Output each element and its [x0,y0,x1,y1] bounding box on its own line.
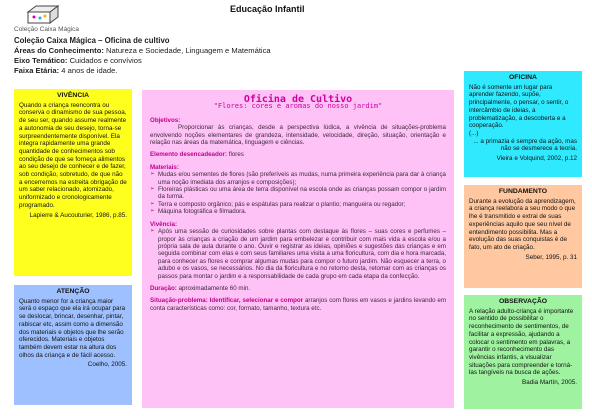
list-item: ➢ Mudas e/ou sementes de flores (são preferíveis as mudas, numa primeira experiência para dar à criança uma noção imediata dos arranjos e composições); [150,171,446,186]
observacao-box [464,295,582,409]
observacao-text: A relação adulto-criança é importante no sentido de possibilitar o reconhecimento de sentimentos, de facilitar a expressão, ajudando a colocar o sentimento em palavras, a garantir o reconhecimento das vivências infantis, a visualizar situações para compreender e torná-las tangíveis na busca de ações. [469,307,574,377]
oficina-text2: ... a primazia é sempre da ação, mas não se desmerece a teoria. [473,137,577,153]
fundamento-title: FUNDAMENTO [498,188,548,195]
oficina-title: OFICINA [509,74,537,81]
vivencia-title: VIVÊNCIA [56,92,90,99]
list-item: ➢ Após uma sessão de curiosidades sobre plantas com destaque às flores – suas cores e perfumes – propor às crianças a criação de um jardim para embelezar e contribuir com mais vida a escola e/ou a própria sala de aula durante o ano. Ouvir e registrar as ideias, opiniões e sugestões das crianças e em seguida combinar com elas e com seus familiares uma visita a uma floricultura, com dia e hora marcada, para conhecer as flores e comprar algumas mudas para compor o futuro jardim. Não esquecer a terra, o adubo e os vasos, se necessários. No dia da floricultura e no retorno desta, retomar com as crianças os passos para montar o jardim e a responsabilidade de cada grupo em cada etapa da confecção. [150,228,446,280]
oficina-box [464,71,582,177]
duracao-value: aproximadamente 60 min. [178,284,251,292]
card-title: Oficina de Cultivo [243,94,353,105]
vivencia-box [14,89,132,276]
observacao-title: OBSERVAÇÃO [498,298,548,305]
situacao-value: arranjos com flores em vasos e jardins levando em conta características como: cor, formato, tamanho, textura etc. [150,297,446,312]
areas-value: Natureza e Sociedade, Linguagem e Matemática [106,46,271,55]
vivencia-list [150,228,446,280]
elemento-line [150,151,446,158]
atencao-source: Coelho, 2005. [87,361,127,369]
card-subtitle: "Flores: cores e aromas do nosso jardim" [213,102,383,111]
list-item: ➢ Terra e composto orgânico; pás e espátulas para realizar o plantio; mangueira ou regador; [150,201,446,208]
atencao-title: ATENÇÃO [56,288,90,295]
materiais-list [150,171,446,215]
elemento-value: flores [228,151,244,159]
vivencia-heading: Vivência: [150,220,178,228]
duracao-line [150,285,446,292]
atencao-box [14,285,132,405]
atencao-text: Quanto menor for a criança maior será o espaço que ela irá ocupar para se deslocar, brincar, desenhar, pintar, rabiscar etc, assim como a dimensão dos materiais e objetos que lhe serão oferecidos. Materiais e objetos também devem estar na altura dos olhos da criança e de fácil acesso. [19,297,126,359]
oficina-de-cultivo-card [142,90,454,408]
oficina-source: Vieira e Volquind, 2002, p.12 [496,155,577,163]
logo-text: Coleção Caixa Mágica [14,26,80,33]
fundamento-box [464,185,582,288]
objetivos-heading: Objetivos: [150,116,181,124]
faixa-line [14,66,434,76]
logo [14,4,80,36]
eixo-label: Eixo Temático: [14,56,68,65]
header-info [14,36,434,76]
vivencia-source: Lapierre & Aucouturier, 1986, p.85. [29,211,127,219]
duracao-heading: Duração: [150,284,177,292]
areas-label: Áreas do Conhecimento: [14,46,104,55]
list-item: ➢ Floreiras plásticas ou uma área de terra disponível na escola onde as crianças possam compor o jardim da turma. [150,186,446,201]
oficina-text: Não é somente um lugar para aprender fazendo, supõe, principalmente, o pensar, o sentir, o intercâmbio de ideias, a problematização, a descoberta e a cooperação. [469,83,569,130]
eixo-line [14,56,434,66]
faixa-value: 4 anos de idade. [61,66,118,75]
page-title: Educação Infantil [230,4,305,14]
elemento-heading: Elemento desencadeador: [150,151,228,159]
objetivos-text: Proporcionar às crianças, desde a perspectiva lúdica, a vivência de situações-problema envolvendo noções elementares de grandeza, intensidade, velocidade, direção, situação, orientação e relação nas áreas da matemática, linguagem e ciências. [150,124,446,147]
oficina-ellipsis: (...) [469,129,479,137]
fundamento-source: Seber, 1995, p. 31 [525,253,577,261]
list-item: ➢ Máquina fotográfica e filmadora. [150,208,446,215]
situacao-line [150,297,446,312]
vivencia-text: Quando a criança reencontra ou conserva o dinamismo de sua pessoa, de seu ser, quando assume realmente a autonomia de seu desejo, torna-se surpreendentemente disponível. Ela integra rapidamente uma grande quantidade de conhecimentos sob condição de que se forneça alimentos ao seu desejo de conhecer e de fazer, sob condição, sobretudo, de que não a encerremos na estreita obrigação de um saber relacionado, atomizado, uniformizado e cronologicamente programado. [19,101,127,209]
fundamento-text: Durante a evolução da aprendizagem, a criança reelabora a seu modo o que lhe é transmitido e extrai de suas experiências aquilo que seu nível de entendimento possibilita. Mas a evolução das suas conquistas é de fato, um ato de criação. [469,197,576,251]
collection-title: Coleção Caixa Mágica – Oficina de cultivo [14,36,170,45]
materiais-heading: Materiais: [150,163,179,171]
observacao-source: Badia Martín, 2005. [522,379,577,387]
areas-line [14,46,434,56]
faixa-label: Faixa Etária: [14,66,60,75]
eixo-value: Cuidados e convívios [69,56,142,65]
situacao-heading: Situação-problema: Identificar, selecionar e compor [150,297,304,305]
magic-box-logo-icon [24,4,64,24]
